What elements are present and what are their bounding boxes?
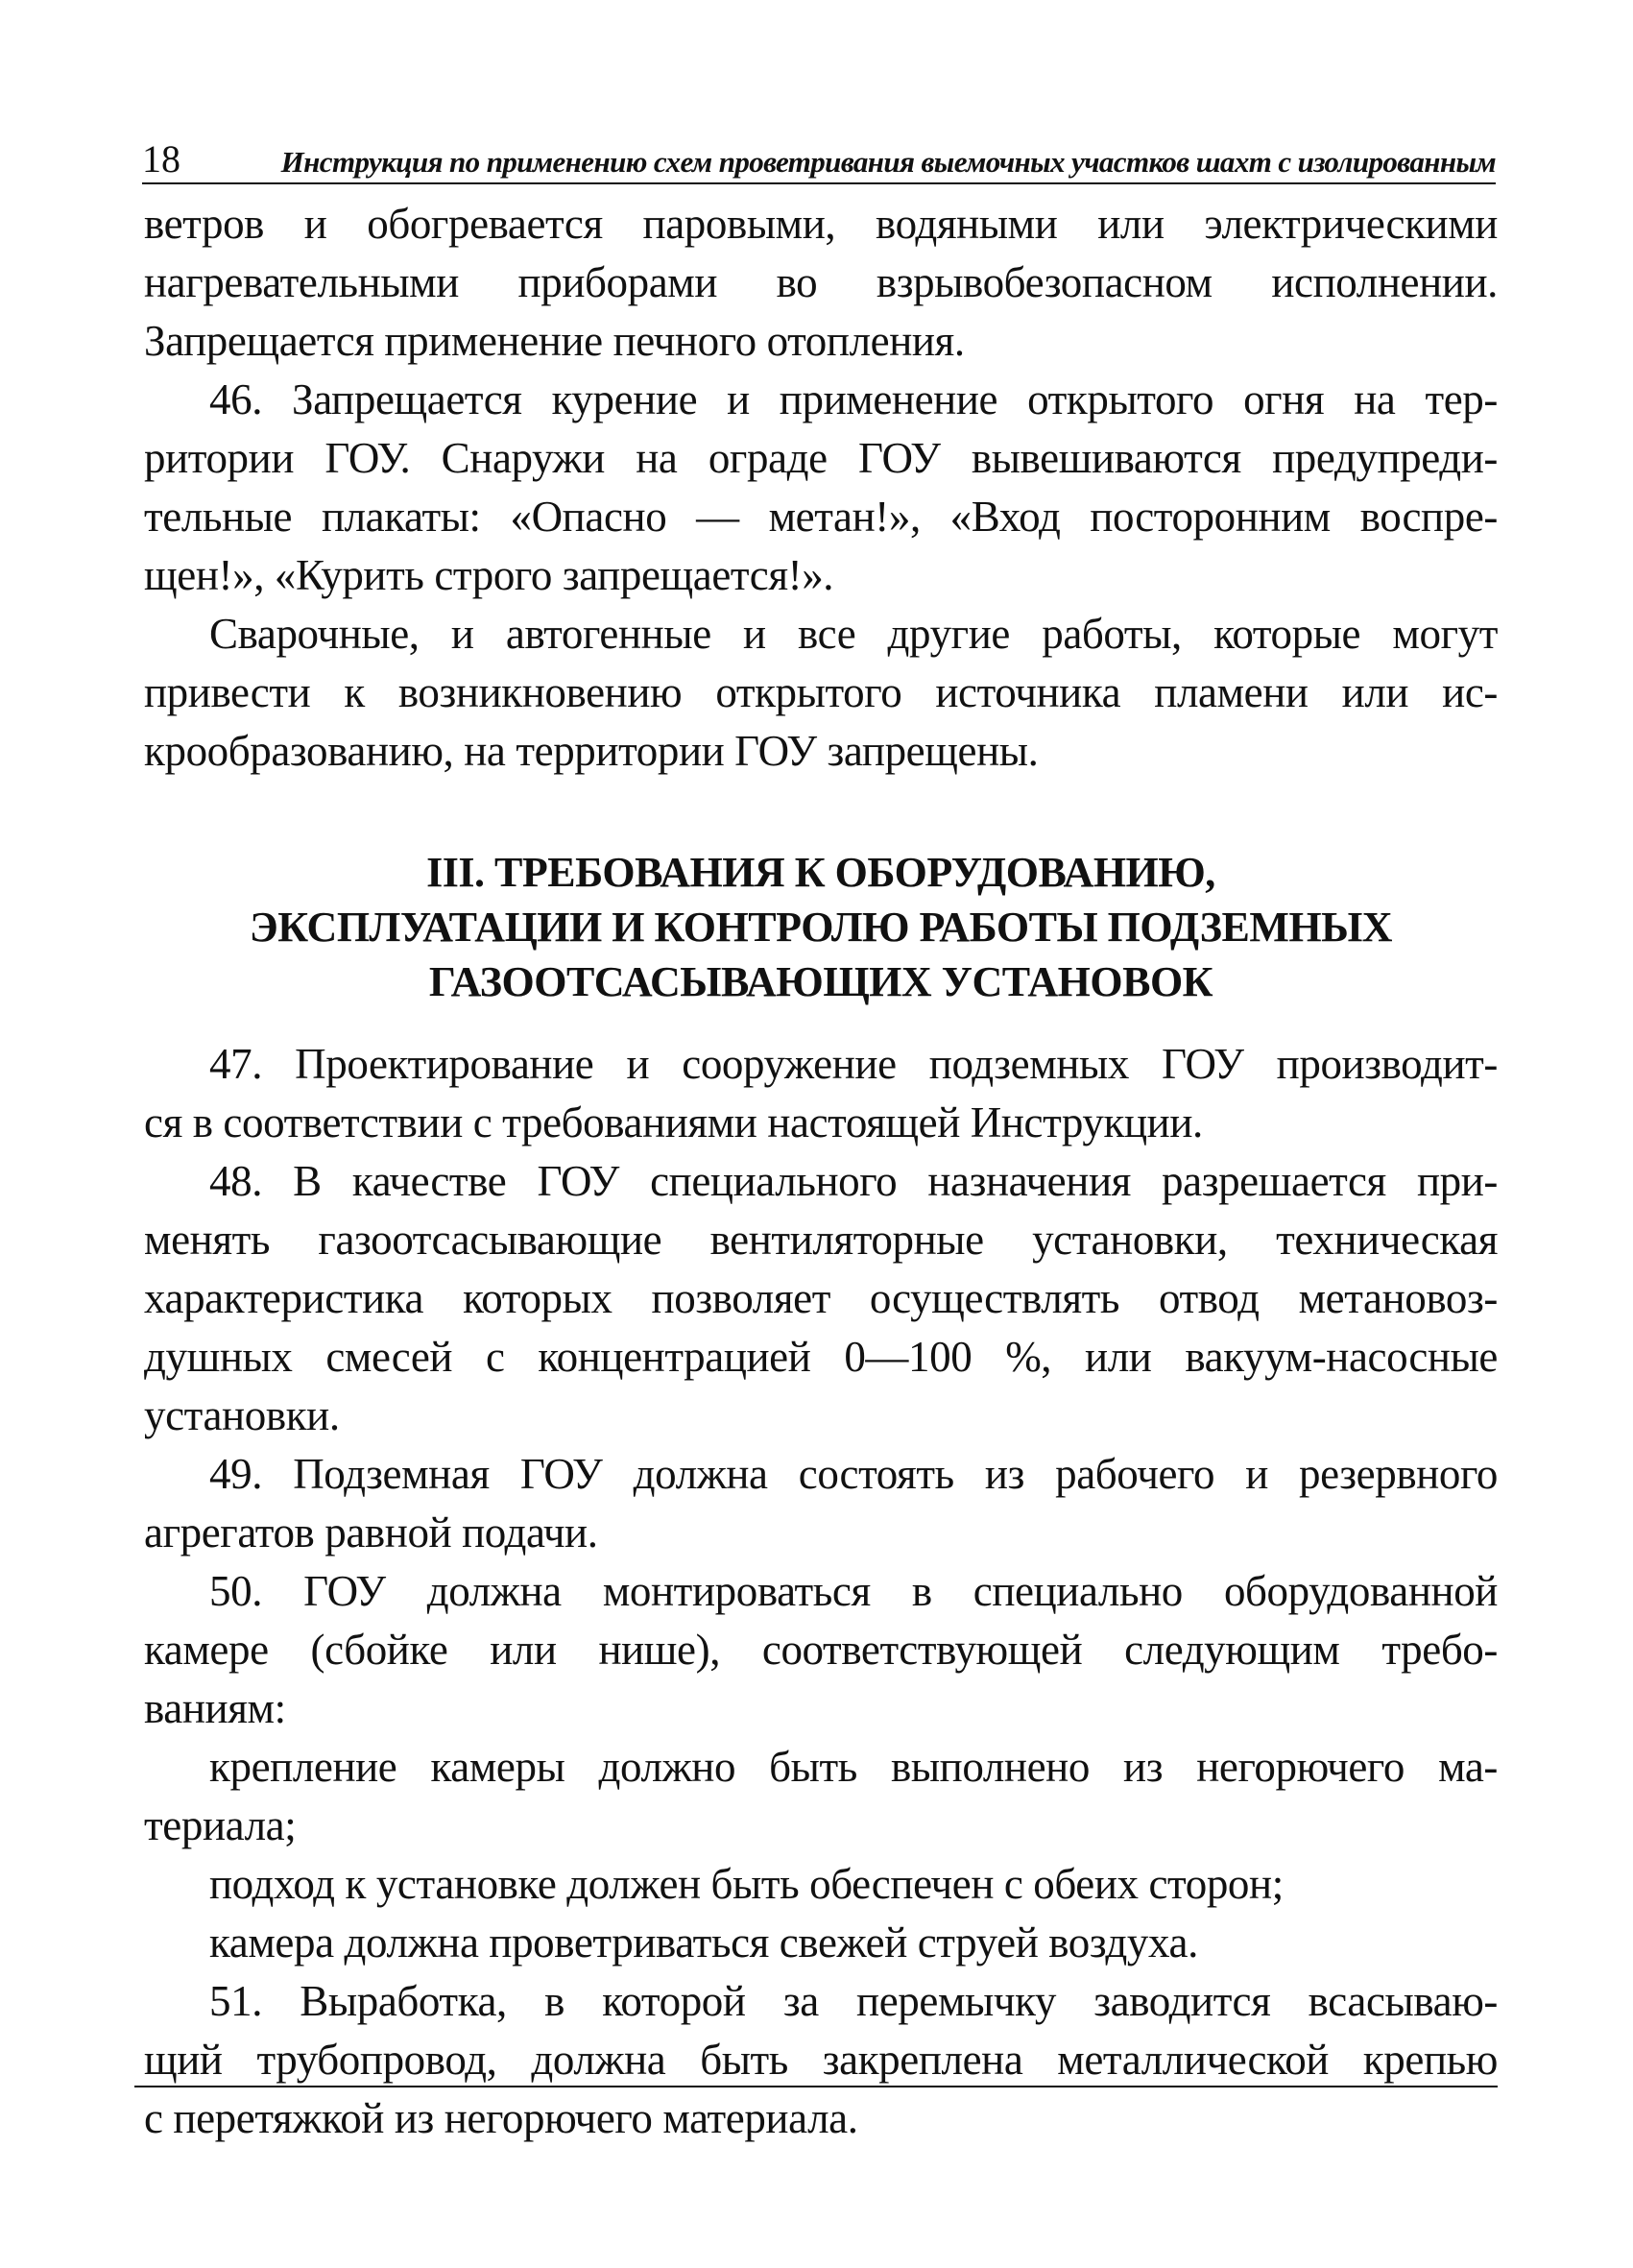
text-line: 48. В качестве ГОУ специального назначения разрешается при-	[209, 1157, 1498, 1205]
section-heading-line: III. ТРЕБОВАНИЯ К ОБОРУДОВАНИЮ,	[426, 849, 1215, 896]
text-line: установки.	[144, 1391, 340, 1439]
text-line: териала;	[144, 1801, 297, 1849]
text-line: агрегатов равной подачи.	[144, 1508, 598, 1556]
requirement-item-ventilation	[144, 1914, 1498, 1972]
text-line: 51. Выработка, в которой за перемычку заводится всасываю-	[209, 1977, 1498, 2025]
text-line: ваниям:	[144, 1684, 286, 1732]
paragraph-47	[144, 1035, 1498, 1152]
text-line: Запрещается применение печного отопления.	[144, 317, 965, 365]
text-line: ся в соответствии с требованиями настоящей Инструкции.	[144, 1098, 1203, 1146]
paragraph-51	[144, 1972, 1498, 2148]
text-line: 47. Проектирование и сооружение подземных ГОУ производит-	[209, 1040, 1498, 1088]
text-line: привести к возникновению открытого источника пламени или ис-	[144, 668, 1498, 716]
text-line: характеристика которых позволяет осуществлять отвод метановоз-	[144, 1274, 1498, 1322]
page-number: 18	[142, 137, 180, 181]
paragraph-welding	[144, 605, 1498, 781]
paragraph-46	[144, 371, 1498, 605]
text-line: щий трубопровод, должна быть закреплена металлической крепью	[144, 2036, 1498, 2084]
main-text-block	[144, 1035, 1498, 2148]
text-line: ритории ГОУ. Снаружи на ограде ГОУ вывешиваются предупреди-	[144, 434, 1498, 482]
text-line: камера должна проветриваться свежей струей воздуха.	[209, 1918, 1198, 1966]
text-line: 46. Запрещается курение и применение открытого огня на тер-	[209, 375, 1498, 423]
text-line: 49. Подземная ГОУ должна состоять из рабочего и резервного	[209, 1450, 1498, 1498]
text-line: камере (сбойке или нише), соответствующей следующим требо-	[144, 1626, 1498, 1674]
text-line: 50. ГОУ должна монтироваться в специально оборудованной	[209, 1567, 1498, 1615]
running-header	[142, 133, 1496, 184]
text-line: менять газоотсасывающие вентиляторные установки, техническая	[144, 1216, 1498, 1264]
text-line: щен!», «Курить строго запрещается!».	[144, 551, 834, 599]
text-line: Сварочные, и автогенные и все другие работы, которые могут	[209, 610, 1498, 658]
section-heading-line: ГАЗООТСАСЫВАЮЩИХ УСТАНОВОК	[428, 958, 1213, 1005]
text-line: крообразованию, на территории ГОУ запрещены.	[144, 727, 1039, 775]
requirement-item-access	[144, 1855, 1498, 1914]
text-line: тельные плакаты: «Опасно — метан!», «Вход посторонним воспре-	[144, 493, 1498, 541]
text-line: нагревательными приборами во взрывобезопасном исполнении.	[144, 258, 1498, 306]
text-line: ветров и обогревается паровыми, водяными или электрическими	[144, 200, 1498, 248]
text-line: душных смесей с концентрацией 0—100 %, или вакуум-насосные	[144, 1333, 1498, 1381]
paragraph-50	[144, 1562, 1498, 1738]
running-title: Инструкция по применению схем проветривания выемочных участков шахт с изолированным	[280, 145, 1496, 179]
text-line: крепление камеры должно быть выполнено из негорючего ма-	[209, 1743, 1498, 1791]
paragraph-48	[144, 1152, 1498, 1445]
section-heading	[144, 845, 1498, 1009]
bottom-rule	[134, 2086, 1498, 2087]
requirement-item-lining	[144, 1738, 1498, 1855]
text-line: подход к установке должен быть обеспечен с обеих сторон;	[209, 1860, 1284, 1908]
paragraph-49	[144, 1445, 1498, 1562]
top-text-block	[144, 195, 1498, 781]
paragraph-heating	[144, 195, 1498, 371]
section-heading-line: ЭКСПЛУАТАЦИИ И КОНТРОЛЮ РАБОТЫ ПОДЗЕМНЫХ	[249, 904, 1393, 951]
text-line: с перетяжкой из негорючего материала.	[144, 2094, 858, 2142]
